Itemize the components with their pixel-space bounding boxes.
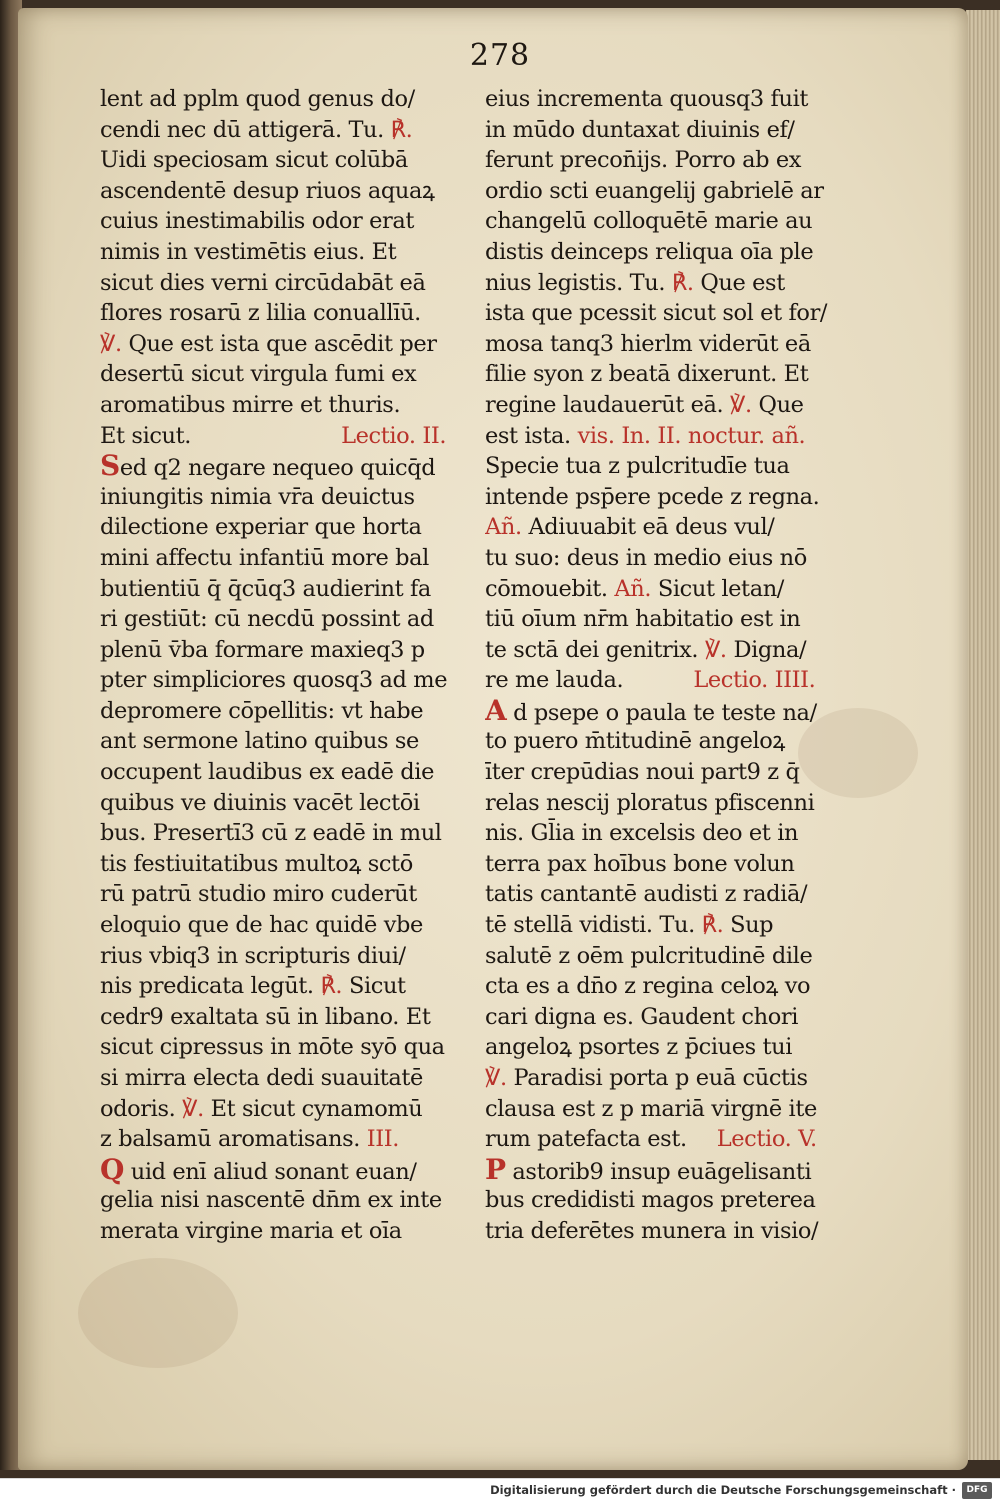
text-line: cedr9 exaltata sū in libano. Et <box>100 1003 431 1030</box>
text-line: to puero m̄titudinē angeloꝝ <box>485 728 786 755</box>
text-line: ℣. Paradisi porta p euā cūctis <box>485 1065 808 1091</box>
rubric: ℟. <box>671 269 694 296</box>
text-line: ferunt precon̄ijs. Porro ab ex <box>485 147 802 174</box>
text-line: terra pax hoībus bone volun <box>485 850 795 877</box>
text-line: Uidi speciosam sicut colūbā <box>100 147 408 174</box>
text-line: odoris. ℣. Et sicut cynamomū <box>100 1095 423 1122</box>
text-line: sicut dies verni circūdabāt eā <box>100 269 426 296</box>
text-line: P astorib9 insup euāgelisanti <box>485 1154 812 1186</box>
text-line: Sed q2 negare nequeo quicq̄d <box>100 451 436 482</box>
text-line: distis deinceps reliqua oīa ple <box>485 238 814 265</box>
text-column-right <box>485 84 855 1247</box>
text-line: tē stellā vidisti. Tu. ℟. Sup <box>485 912 774 939</box>
text-line: nimis in vestimētis eius. Et <box>100 238 397 265</box>
text-line: filie syon z beatā dixerunt. Et <box>485 361 809 388</box>
text-line: gelia nisi nascentē dn̄m ex inte <box>100 1187 442 1214</box>
text-line: occupent laudibus ex eadē die <box>100 759 435 786</box>
rubric: Añ. <box>485 514 529 541</box>
text-line: cta es a dn̄o z regina celoꝝ vo <box>485 973 811 1000</box>
rubric: Lectio. II. <box>341 422 447 449</box>
text-line: pter simpliciores quosq3 ad me <box>100 667 448 694</box>
text-line: aromatibus mirre et thuris. <box>100 391 401 418</box>
page-stack-edge <box>966 10 1000 1460</box>
text-line: eius incrementa quousq3 fuit <box>485 86 809 112</box>
text-line: ascendentē desup riuos aquaꝝ <box>100 177 435 204</box>
text-line: salutē z oēm pulcritudinē dile <box>485 942 813 969</box>
paper-stain <box>78 1258 238 1368</box>
text-line: sicut cipressus in mōte syō qua <box>100 1034 445 1061</box>
text-line: z balsamū aromatisans. III. <box>100 1126 399 1153</box>
text-line: Q uid enī aliud sonant euan/ <box>100 1154 417 1186</box>
credit-bar <box>0 1478 1000 1503</box>
red-initial: A <box>485 695 507 727</box>
text-line: mosa tanq3 hierlm viderūt eā <box>485 330 811 357</box>
rubric: ℣. <box>182 1095 204 1122</box>
text-line: A d psepe o paula te teste na/ <box>485 695 817 727</box>
rubric: III. <box>366 1126 399 1153</box>
text-line: desertū sicut virgula fumi ex <box>100 361 417 388</box>
rubric: Lectio. V. <box>716 1126 817 1153</box>
text-line: si mirra electa dedi suauitatē <box>100 1065 423 1091</box>
text-line: ista que pcessit sicut sol et for/ <box>485 300 828 327</box>
text-line: nis predicata legūt. ℟. Sicut <box>100 973 406 1000</box>
rubric: Lectio. IIII. <box>693 667 816 694</box>
text-line: ℣. Que est ista que ascēdit per <box>100 330 437 357</box>
text-line: ordio scti euangelij gabrielē ar <box>485 177 824 204</box>
text-line: lent ad pplm quod genus do/ <box>100 86 415 112</box>
text-line: cōmouebit. Añ. Sicut letan/ <box>485 575 784 602</box>
text-line: rum patefacta est. Lectio. V. <box>485 1126 817 1153</box>
text-line: nis. Gl̄ia in excelsis deo et in <box>485 820 799 847</box>
text-line: tatis cantantē audisti z radiā/ <box>485 881 808 908</box>
red-initial: P <box>485 1154 506 1186</box>
text-line: īter crepūdias noui part9 z q̄ <box>485 759 800 786</box>
text-line: rius vbiq3 in scripturis diui/ <box>100 942 406 969</box>
page-number: 278 <box>469 38 531 73</box>
text-line: eloquio que de hac quidē vbe <box>100 912 423 939</box>
rubric: vis. In. II. noctur. añ. <box>577 422 806 449</box>
text-line: angeloꝝ psortes z p̄ciues tui <box>485 1034 793 1061</box>
rubric: ℟. <box>390 116 413 143</box>
text-line: dilectione experiar que horta <box>100 514 422 541</box>
red-initial: S <box>100 451 120 482</box>
text-line: bus credidisti magos preterea <box>485 1187 816 1214</box>
text-line: bus. Presertī3 cū z eadē in mul <box>100 820 442 847</box>
text-line: te sctā dei genitrix. ℣. Digna/ <box>485 636 807 663</box>
text-line: tria deferētes munera in visio/ <box>485 1217 819 1244</box>
text-column-left <box>100 84 470 1247</box>
text-line: est ista. vis. In. II. noctur. añ. <box>485 422 806 449</box>
text-line: merata virgine maria et oīa <box>100 1217 402 1244</box>
text-line: clausa est z p mariā virgnē ite <box>485 1095 817 1122</box>
dfg-logo: DFG <box>962 1482 992 1499</box>
red-initial: Q <box>100 1154 124 1186</box>
text-line: depromere cōpellitis: vt habe <box>100 697 424 724</box>
text-line: butientiū q̄ q̄cūq3 audierint fa <box>100 575 431 602</box>
text-line: flores rosarū z lilia conuallīū. <box>100 300 421 327</box>
rubric: Añ. <box>614 575 652 602</box>
rubric: ℟. <box>320 973 343 1000</box>
text-line: plenū v̄ba formare maxieq3 p <box>100 636 425 663</box>
text-line: changelū colloquētē marie au <box>485 208 813 235</box>
text-line: Añ. Adiuuabit eā deus vul/ <box>485 514 775 541</box>
text-line: cari digna es. Gaudent chori <box>485 1003 799 1030</box>
text-line: mini affectu infantiū more bal <box>100 544 429 571</box>
text-line: nius legistis. Tu. ℟. Que est <box>485 269 785 296</box>
text-line: intende psp̄ere pcede z regna. <box>485 483 820 510</box>
text-line: tis festiuitatibus multoꝝ sctō <box>100 850 413 877</box>
text-line: re me lauda. Lectio. IIII. <box>485 667 816 694</box>
rubric: ℟. <box>701 912 724 939</box>
text-line: cuius inestimabilis odor erat <box>100 208 415 235</box>
rubric: ℣. <box>100 330 129 357</box>
text-line: rū patrū studio miro cuderūt <box>100 881 417 908</box>
rubric: ℣. <box>730 391 752 418</box>
text-line: Et sicut. Lectio. II. <box>100 422 447 449</box>
funding-credit: Digitalisierung gefördert durch die Deutsche Forschungsgemeinschaft · <box>490 1483 956 1497</box>
text-line: cendi nec dū attigerā. Tu. ℟. <box>100 116 413 143</box>
text-line: relas nescij ploratus pfiscenni <box>485 789 815 816</box>
rubric: ℣. <box>485 1065 514 1091</box>
rubric: ℣. <box>704 636 727 663</box>
text-line: in mūdo duntaxat diuinis ef/ <box>485 116 795 143</box>
text-line: ant sermone latino quibus se <box>100 728 419 755</box>
text-line: Specie tua z pulcritudīe tua <box>485 453 790 480</box>
text-line: quibus ve diuinis vacēt lectōi <box>100 789 420 816</box>
text-line: regine laudauerūt eā. ℣. Que <box>485 391 804 418</box>
text-line: ri gestiūt: cū necdū possint ad <box>100 606 434 633</box>
text-line: tu suo: deus in medio eius nō <box>485 544 807 571</box>
text-line: iniungitis nimia vr̄a deuictus <box>100 483 415 510</box>
text-line: tiū oīum nr̄m habitatio est in <box>485 606 801 633</box>
